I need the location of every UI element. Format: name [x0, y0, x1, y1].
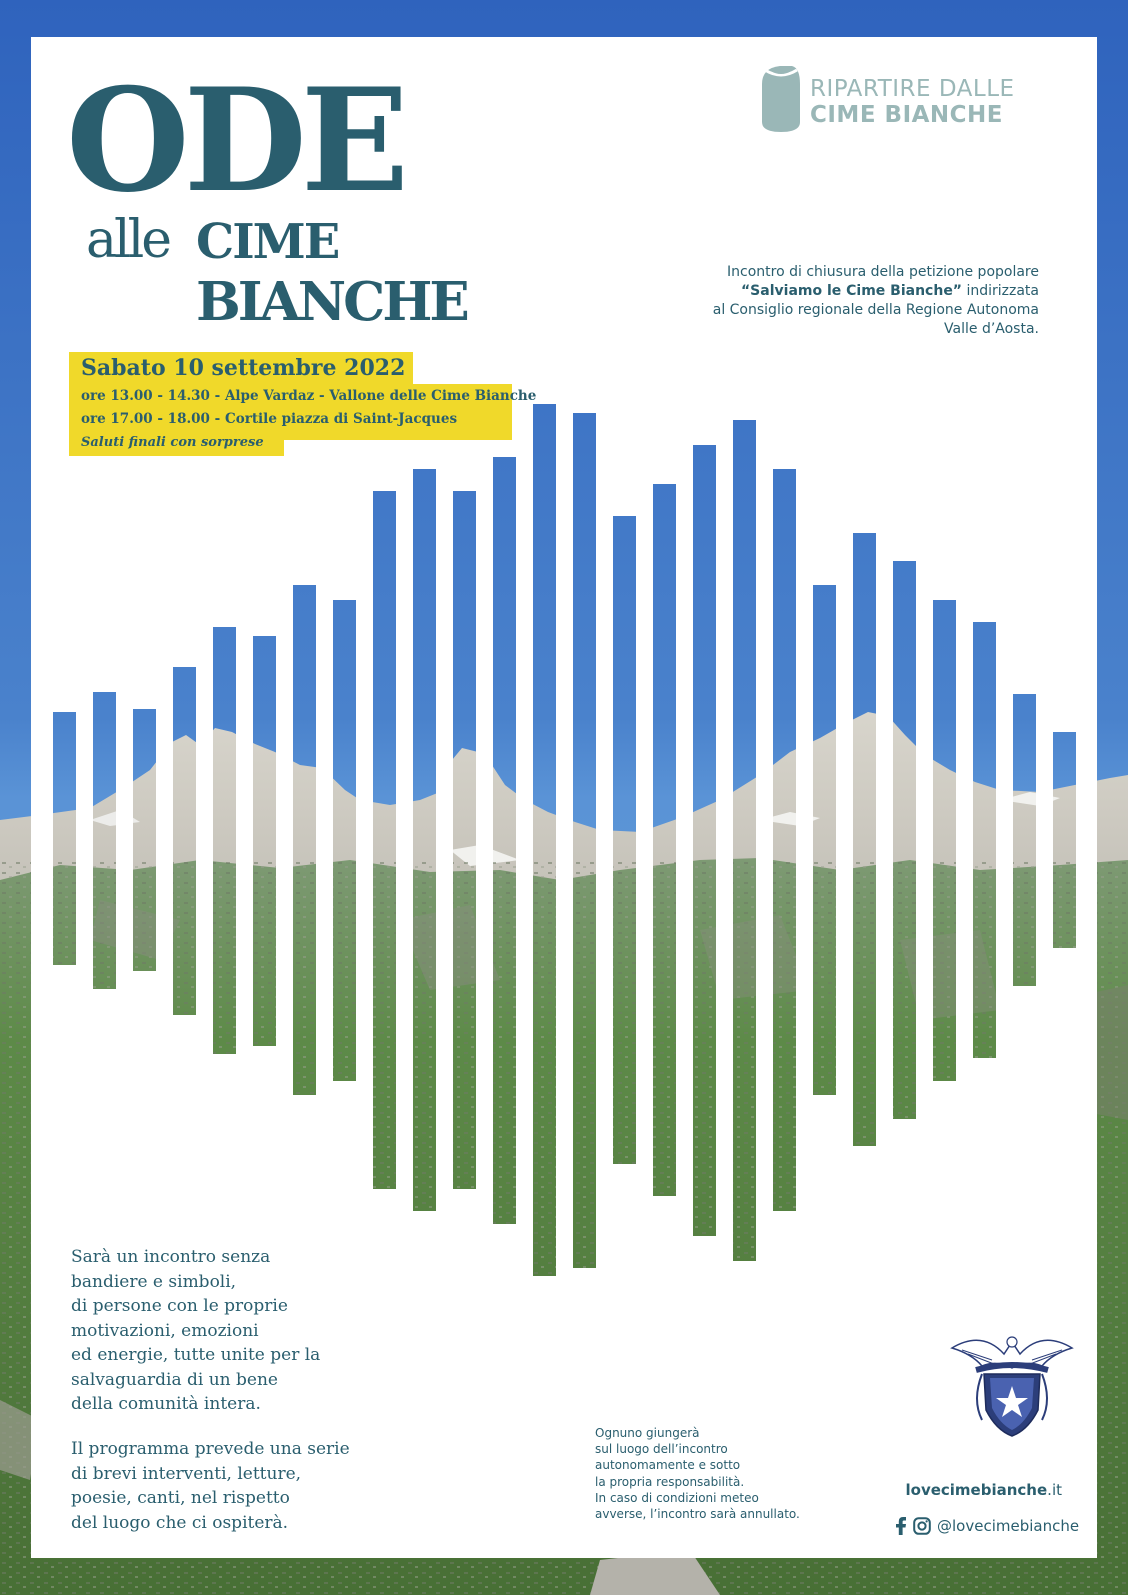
- website-link[interactable]: [906, 1481, 1063, 1499]
- description-line: ed energie, tutte unite per la: [71, 1345, 321, 1365]
- event-note: Saluti finali con sorprese: [81, 435, 264, 450]
- disclaimer-line: avverse, l’incontro sarà annullato.: [595, 1507, 800, 1522]
- disclaimer-line: Ognuno giungerà: [595, 1426, 700, 1440]
- intro-line-2-rest: indirizzata: [962, 283, 1039, 299]
- event-time-1: ore 13.00 - 14.30 - Alpe Vardaz - Vallone delle Cime Bianche: [81, 388, 537, 404]
- logo-line-1: RIPARTIRE DALLE: [810, 76, 1015, 102]
- disclaimer-line: sul luogo dell’incontro: [595, 1442, 728, 1457]
- description-line: di persone con le proprie: [71, 1296, 288, 1316]
- website-tld: .it: [1047, 1481, 1062, 1499]
- title-cime: CIME: [196, 214, 339, 270]
- description-line: della comunità intera.: [71, 1394, 261, 1414]
- facebook-icon[interactable]: [895, 1517, 907, 1535]
- logo-line-2: CIME BIANCHE: [810, 102, 1004, 128]
- description-line: salvaguardia di un bene: [71, 1369, 278, 1390]
- title-bianche: BIANCHE: [196, 271, 467, 333]
- event-time-2: ore 17.00 - 18.00 - Cortile piazza di Saint-Jacques: [81, 411, 458, 427]
- description-paragraph-1: [71, 1245, 320, 1417]
- event-date: Sabato 10 settembre 2022: [81, 355, 406, 381]
- description-line: motivazioni, emozioni: [71, 1320, 259, 1341]
- intro-line-2: [741, 283, 1039, 299]
- petition-name: “Salviamo le Cime Bianche”: [740, 283, 963, 299]
- disclaimer-line: la propria responsabilità.: [595, 1474, 745, 1489]
- description-line: poesie, canti, nel rispetto: [71, 1488, 290, 1508]
- disclaimer: [595, 1425, 800, 1522]
- instagram-icon[interactable]: [913, 1517, 931, 1535]
- social-links: [895, 1516, 1079, 1536]
- description-paragraph-2: [71, 1437, 350, 1535]
- description-line: Sarà un incontro senza: [71, 1247, 271, 1267]
- title-alle: alle: [86, 210, 170, 270]
- title-ode: ODE: [66, 58, 404, 224]
- intro-line-1: Incontro di chiusura della petizione popolare: [727, 264, 1039, 280]
- intro-line-3: al Consiglio regionale della Regione Autonoma: [712, 302, 1039, 318]
- social-handle[interactable]: @lovecimebianche: [937, 1517, 1080, 1535]
- disclaimer-line: autonomamente e sotto: [595, 1458, 741, 1473]
- disclaimer-line: In caso di condizioni meteo: [595, 1490, 759, 1505]
- website-domain: lovecimebianche: [905, 1481, 1048, 1499]
- intro-line-4: Valle d’Aosta.: [944, 321, 1039, 337]
- description-line: Il programma prevede una serie: [71, 1439, 350, 1459]
- description-line: del luogo che ci ospiterà.: [71, 1512, 289, 1533]
- description-line: di brevi interventi, letture,: [71, 1463, 302, 1484]
- description-line: bandiere e simboli,: [71, 1271, 237, 1292]
- drop-logo-icon: [762, 66, 800, 132]
